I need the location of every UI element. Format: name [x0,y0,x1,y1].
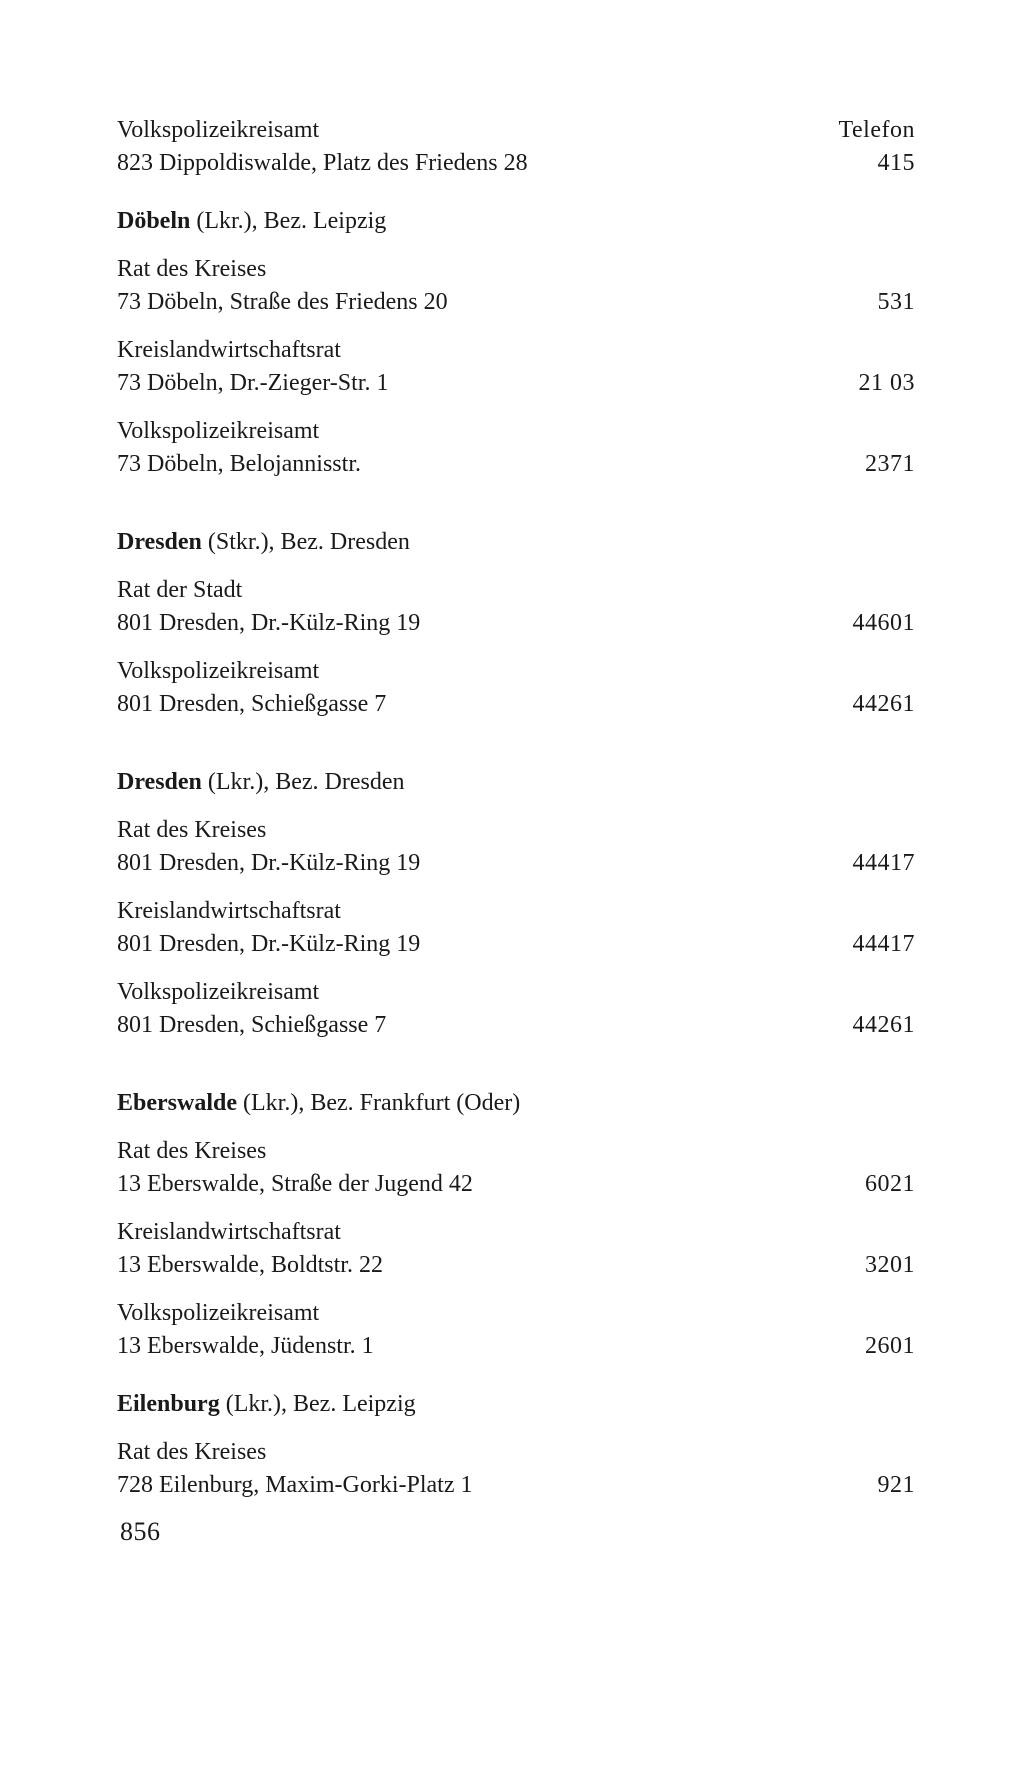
directory-entry [117,1436,915,1502]
entry-office-line [117,1436,915,1469]
entry-office-line [117,895,915,928]
entry-address: 801 Dresden, Dr.-Külz-Ring 19 [117,850,421,876]
entry-address-line [117,1009,915,1042]
entry-address-line [117,1249,915,1282]
district-suffix: (Lkr.), Bez. Leipzig [190,208,387,234]
district-name: Eberswalde [117,1090,237,1116]
entry-office: Volkspolizeikreisamt [117,418,320,444]
entry-office: Rat der Stadt [117,577,243,603]
entry-address-line [117,847,915,880]
entry-office-line [117,976,915,1009]
entry-phone: 2601 [865,1333,915,1359]
district-name: Dresden [117,529,202,555]
entry-office: Kreislandwirtschaftsrat [117,898,341,924]
entry-address: 801 Dresden, Schießgasse 7 [117,1012,387,1038]
district-heading [117,1085,915,1121]
entry-address: 801 Dresden, Dr.-Külz-Ring 19 [117,931,421,957]
directory-entry [117,334,915,400]
entry-office: Rat des Kreises [117,817,267,843]
district-heading [117,524,915,560]
district-section [117,203,915,481]
entry-address: 73 Döbeln, Dr.-Zieger-Str. 1 [117,370,389,396]
entry-phone: 44417 [852,850,915,876]
district-suffix: (Lkr.), Bez. Frankfurt (Oder) [237,1090,521,1116]
entry-office-line [117,114,915,147]
district-section [117,1386,915,1502]
directory-entry [117,895,915,961]
entry-phone: 21 03 [858,370,915,396]
district-section [117,764,915,1042]
entry-office-line [117,415,915,448]
entry-phone: 6021 [865,1171,915,1197]
directory-entry [117,1297,915,1363]
entry-address-line [117,147,915,180]
district-suffix: (Stkr.), Bez. Dresden [201,529,410,555]
directory-entry [117,976,915,1042]
entry-office: Volkspolizeikreisamt [117,658,320,684]
directory-entry [117,1216,915,1282]
directory-entry [117,114,915,180]
entry-address-line [117,448,915,481]
entry-address-line [117,1330,915,1363]
entry-address-line [117,1469,915,1502]
entry-office: Kreislandwirtschaftsrat [117,337,341,363]
district-suffix: (Lkr.), Bez. Leipzig [219,1391,416,1417]
district-name: Eilenburg [117,1391,220,1417]
entry-phone: 44601 [852,610,915,636]
entry-office-line [117,334,915,367]
entry-office-line [117,655,915,688]
directory-entry [117,655,915,721]
entry-office: Rat des Kreises [117,1138,267,1164]
directory-entry [117,415,915,481]
district-name: Döbeln [117,208,191,234]
entry-office: Volkspolizeikreisamt [117,117,320,143]
entry-office-line [117,253,915,286]
directory-entry [117,253,915,319]
entry-office-line [117,814,915,847]
entry-address: 73 Döbeln, Belojannisstr. [117,451,361,477]
district-name: Dresden [117,769,202,795]
entry-office-line [117,1297,915,1330]
entry-phone: 44261 [852,1012,915,1038]
entry-phone: 921 [877,1472,915,1498]
telefon-column-header: Telefon [838,117,915,143]
entry-office: Volkspolizeikreisamt [117,1300,320,1326]
entry-address-line [117,607,915,640]
entry-address-line [117,1168,915,1201]
entry-phone: 44261 [852,691,915,717]
entry-address-line [117,688,915,721]
entry-phone: 3201 [865,1252,915,1278]
district-heading [117,1386,915,1422]
directory-page [117,114,915,1517]
district-heading [117,764,915,800]
district-section [117,524,915,721]
directory-entry [117,1135,915,1201]
district-section [117,1085,915,1363]
entry-address-line [117,367,915,400]
entry-address: 13 Eberswalde, Boldtstr. 22 [117,1252,383,1278]
entry-address: 823 Dippoldiswalde, Platz des Friedens 28 [117,150,528,176]
entry-phone: 415 [877,150,915,176]
entry-phone: 2371 [865,451,915,477]
entry-office: Volkspolizeikreisamt [117,979,320,1005]
entry-address-line [117,928,915,961]
entry-address: 73 Döbeln, Straße des Friedens 20 [117,289,448,315]
directory-entry [117,814,915,880]
entry-address: 801 Dresden, Dr.-Külz-Ring 19 [117,610,421,636]
entry-office: Kreislandwirtschaftsrat [117,1219,341,1245]
directory-entry [117,574,915,640]
entry-office-line [117,1216,915,1249]
entry-address: 13 Eberswalde, Jüdenstr. 1 [117,1333,374,1359]
entry-address-line [117,286,915,319]
district-heading [117,203,915,239]
entry-office-line [117,1135,915,1168]
entry-address: 801 Dresden, Schießgasse 7 [117,691,387,717]
entry-address: 13 Eberswalde, Straße der Jugend 42 [117,1171,473,1197]
entry-phone: 44417 [852,931,915,957]
entry-office-line [117,574,915,607]
entry-office: Rat des Kreises [117,1439,267,1465]
entry-address: 728 Eilenburg, Maxim-Gorki-Platz 1 [117,1472,473,1498]
district-suffix: (Lkr.), Bez. Dresden [201,769,405,795]
entry-phone: 531 [877,289,915,315]
entry-office: Rat des Kreises [117,256,267,282]
page-number: 856 [120,1517,161,1546]
